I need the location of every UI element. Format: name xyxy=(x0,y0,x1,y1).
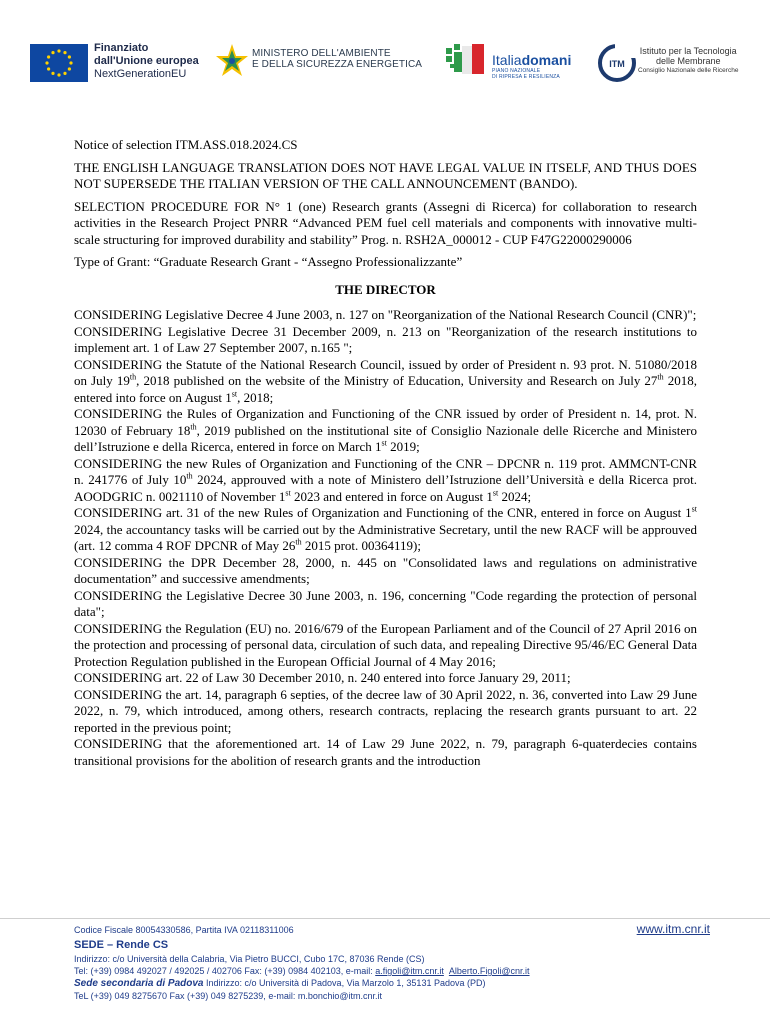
itm-logo-icon xyxy=(598,44,636,82)
considering-list xyxy=(74,307,697,769)
considering-item: CONSIDERING Legislative Decree 4 June 2003, n. 127 on "Reorganization of the National Research Council (CNR)"; xyxy=(74,307,697,322)
itm-institute-label: Istituto per la Tecnologia delle Membrane Consiglio Nazionale delle Ricerche xyxy=(638,46,739,74)
notice-number: Notice of selection ITM.ASS.018.2024.CS xyxy=(74,137,298,152)
footer-divider xyxy=(0,918,770,919)
considering-item: CONSIDERING the Rules of Organization and Functioning of the CNR issued by order of President n. 14, prot. N. 12030 of February 18th, 2019 published on the institutional site of Consiglio Nazionale delle Ricerche and Ministero dell’Istruzione e della Ricerca, entered in force on March 1st 2019; xyxy=(74,406,697,454)
director-heading: THE DIRECTOR xyxy=(335,281,436,297)
document-body xyxy=(74,137,697,769)
translation-disclaimer: THE ENGLISH LANGUAGE TRANSLATION DOES NOT HAVE LEGAL VALUE IN ITSELF, AND THUS DOES NOT SUPERSEDE THE ITALIAN VERSION OF THE CALL ANNOUNCEMENT (BANDO). xyxy=(74,159,697,191)
sede-address: Indirizzo: c/o Università della Calabria, Via Pietro BUCCI, Cubo 17C, 87036 Rende (CS) xyxy=(74,954,425,964)
eu-funding-label: Finanziato dall'Unione europea NextGenerationEU xyxy=(94,42,199,80)
secondary-office: Sede secondaria di Padova Indirizzo: c/o Università di Padova, Via Marzolo 1, 35131 Padova (PD) xyxy=(74,978,486,989)
grant-type: Type of Grant: “Graduate Research Grant - “Assegno Professionalizzante” xyxy=(74,254,463,269)
considering-item: CONSIDERING the Regulation (EU) no. 2016/679 of the European Parliament and of the Council of 27 April 2016 on the protection and processing of personal data, circulation of such data, and repealing Directive 95/46/EC General Data Protection Regulation published in the European Official Journal of 4 May 2016; xyxy=(74,620,697,669)
email-link-figoli[interactable]: a.figoli@itm.cnr.it xyxy=(375,966,444,976)
secondary-contacts: TeL (+39) 049 8275670 Fax (+39) 049 8275239, e-mail: m.bonchio@itm.cnr.it xyxy=(74,991,382,1001)
considering-item: CONSIDERING the new Rules of Organization and Functioning of the CNR – DPCNR n. 119 prot. AMMCNT-CNR n. 241776 of July 10th 2024, approuved with a note of Ministero dell’Istruzione dell’Università e della Ricerca prot. AOODGRIC n. 0021110 of November 1st 2023 and entered in force on August 1st 2024; xyxy=(74,455,698,504)
considering-item: CONSIDERING art. 22 of Law 30 December 2010, n. 240 entered into force January 29, 2011; xyxy=(74,670,571,685)
considering-item: CONSIDERING the art. 14, paragraph 6 septies, of the decree law of 30 April 2022, n. 36, converted into Law 29 June 2022, n. 79, which introduced, among others, research contracts, replacing the research grants pursuant to art. 22 reported in the previous point; xyxy=(74,686,697,735)
ministry-label: MINISTERO DELL'AMBIENTE E DELLA SICUREZZA ENERGETICA xyxy=(252,48,423,70)
considering-item: CONSIDERING art. 31 of the new Rules of Organization and Functioning of the CNR, entered in force on August 1st 2024, the accountancy tasks will be carried out by the Administrative Secretary, until the new RACF will be approuved (art. 12 comma 4 ROF DPCNR of May 26th 2015 prot. 00364119); xyxy=(74,504,697,553)
sede-contacts: Tel: (+39) 0984 492027 / 492025 / 402706 Fax: (+39) 0984 402103, e-mail: a.figoli@itm.cnr.it Alberto.Figoli@cnr.it xyxy=(74,966,530,976)
footer xyxy=(74,924,714,1002)
italiadomani-flag-icon xyxy=(442,40,490,84)
fiscal-info: Codice Fiscale 80054330586, Partita IVA 02118311006 xyxy=(74,925,294,935)
website-link[interactable]: www.itm.cnr.it xyxy=(636,922,710,936)
considering-item: CONSIDERING that the aforementioned art. 14 of Law 29 June 2022, n. 79, paragraph 6-quaterdecies contains transitional provisions for the abolition of research grants and the introduction xyxy=(74,736,697,768)
sede-title: SEDE – Rende CS xyxy=(74,939,169,951)
ministry-emblem-icon xyxy=(215,42,249,82)
considering-item: CONSIDERING the DPR December 28, 2000, n. 445 on "Consolidated laws and regulations on administrative documentation” and successive amendments; xyxy=(74,554,697,586)
svg-text:ITM: ITM xyxy=(609,59,625,69)
eu-flag-icon xyxy=(30,44,88,82)
considering-item: CONSIDERING the Legislative Decree 30 June 2003, n. 196, concerning "Code regarding the protection of personal data"; xyxy=(74,587,697,619)
email-link-figoli-cnr[interactable]: Alberto.Figoli@cnr.it xyxy=(448,966,530,976)
considering-item: CONSIDERING the Statute of the National Research Council, issued by order of President n. 93 prot. N. 51080/2018 on July 19th, 2018 published on the website of the Ministry of Education, University and Research on July 27th 2018, entered into force on August 1st, 2018; xyxy=(74,356,698,405)
italiadomani-label: Italiadomani PIANO NAZIONALE DI RIPRESA E RESILIENZA xyxy=(492,52,572,80)
considering-item: CONSIDERING Legislative Decree 31 December 2009, n. 213 on "Reorganization of the research institutions to implement art. 1 of Law 27 September 2007, n.165 "; xyxy=(74,323,697,355)
header-logo-bar xyxy=(0,38,770,94)
selection-procedure: SELECTION PROCEDURE FOR N° 1 (one) Research grants (Assegni di Ricerca) for collaboration to research activities in the Research Project PNRR “Advanced PEM fuel cell materials and components with innovative multi-scale structuring for improved durability and stability” Prog. n. RSH2A_000012 - CUP F47G22000290006 xyxy=(74,198,697,247)
